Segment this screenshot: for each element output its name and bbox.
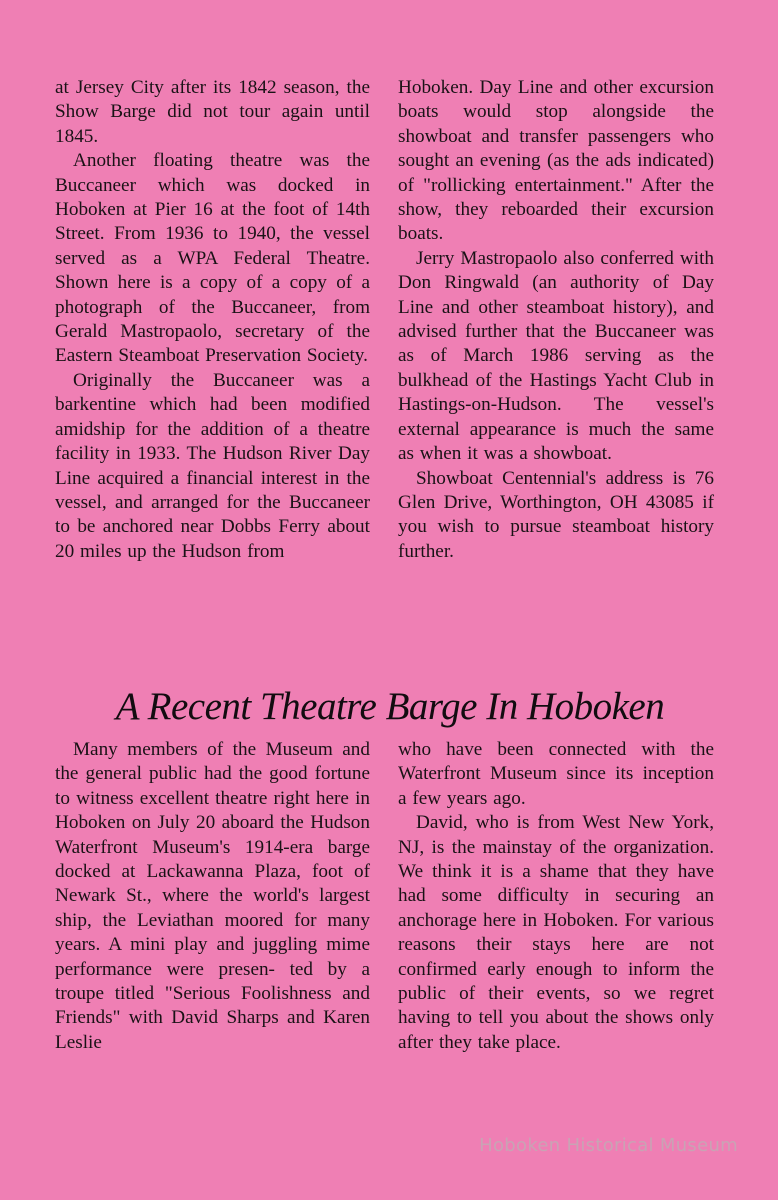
article1-paragraph: at Jersey City after its 1842 season, the Show Barge did not tour again until 1845. (55, 77, 370, 147)
article2-paragraph: Many members of the Museum and the general public had the good fortune to witness excellent theatre right here in Hoboken on July 20 aboard the Hudson Waterfront Museum's 1914-era barge docked at Lackawanna Plaza, foot of Newark St., where the world's largest ship, the Leviathan moored for many years. A mini play and juggling mime performance were presen- ted by a troupe titled "Serious Foolishness and Friends" with David Sharps and Karen Leslie (55, 739, 370, 1053)
article2-column-1 (55, 738, 370, 1055)
article1-paragraph: Originally the Buccaneer was a barkentine which had been modified amidship for the addition of a theatre facility in 1933. The Hudson River Day Line acquired a financial interest in the vessel, and arranged for the Buccaneer to be anchored near Dobbs Ferry about 20 miles up the Hudson from (55, 369, 370, 562)
article1-paragraph: Jerry Mastropaolo also conferred with Don Ringwald (an authority of Day Line and other steamboat history), and advised further that the Buccaneer was as of March 1986 serving as the bulkhead of the Hastings Yacht Club in Hastings-on-Hudson. The vessel's external appearance is much the same as when it was a showboat. (398, 247, 714, 465)
article1-column-2 (398, 76, 714, 564)
article1-paragraph: Showboat Centennial's address is 76 Glen Drive, Worthington, OH 43085 if you wish to pursue steamboat history further. (398, 467, 714, 562)
article1-column-1 (55, 76, 370, 564)
article2-column-2 (398, 738, 714, 1055)
museum-watermark: Hoboken Historical Museum (479, 1135, 738, 1156)
article2-headline: A Recent Theatre Barge In Hoboken (115, 685, 665, 728)
article2-paragraph: who have been connected with the Waterfront Museum since its inception a few years ago. (398, 739, 714, 809)
article2-paragraph: David, who is from West New York, NJ, is the mainstay of the organization. We think it is a shame that they have had some difficulty in securing an anchorage here in Hoboken. For various reasons their stays here are not confirmed early enough to inform the public of their events, so we regret having to tell you about the shows only after they take place. (398, 812, 714, 1053)
article1-paragraph: Hoboken. Day Line and other excursion boats would stop alongside the showboat and transfer passengers who sought an evening (as the ads indicated) of "rollicking entertainment." After the show, they reboarded their excursion boats. (398, 77, 714, 245)
article1-paragraph: Another floating theatre was the Buccaneer which was docked in Hoboken at Pier 16 at the foot of 14th Street. From 1936 to 1940, the vessel served as a WPA Federal Theatre. Shown here is a copy of a copy of a photograph of the Buccaneer, from Gerald Mastropaolo, secretary of the Eastern Steamboat Preservation Society. (55, 150, 370, 367)
